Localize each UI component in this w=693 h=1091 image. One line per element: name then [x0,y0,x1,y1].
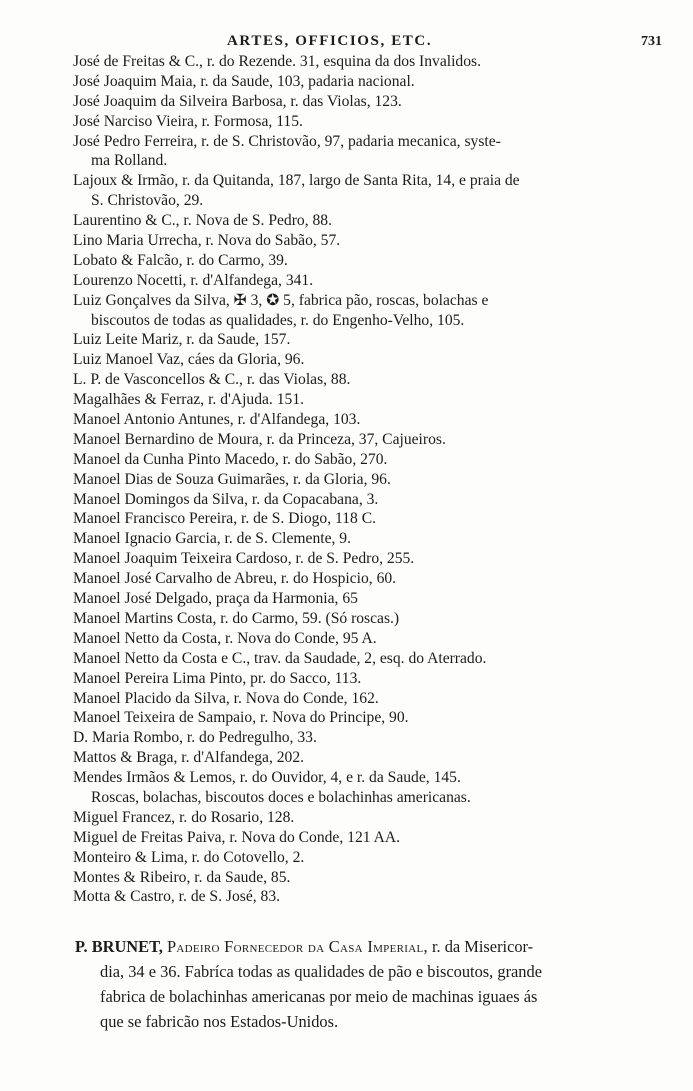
directory-entry [73,271,673,291]
directory-entry [73,370,673,390]
entry-continuation-line: ma Rolland. [91,152,168,170]
directory-entry [73,132,673,172]
directory-entry [73,828,673,848]
entry-line: José de Freitas & C., r. do Rezende. 31, esquina da dos Invalidos. [73,53,481,70]
directory-entry [73,868,673,888]
brunet-advertisement [75,934,675,1034]
directory-entry [73,112,673,132]
directory-entry [73,470,673,490]
entry-line: Montes & Ribeiro, r. da Saude, 85. [73,868,291,886]
entry-line: Monteiro & Lima, r. do Cotovello, 2. [73,848,305,866]
entry-line: Manoel Joaquim Teixeira Cardoso, r. de S. Pedro, 255. [73,550,415,568]
entry-line: Luiz Manoel Vaz, cáes da Gloria, 96. [73,351,305,369]
entry-line: José Pedro Ferreira, r. de S. Christovão, 97, padaria mecanica, syste- [73,132,501,150]
directory-entry [73,808,673,828]
directory-entry [73,410,673,430]
entry-line: Manoel Bernardino de Moura, r. da Princeza, 37, Cajueiros. [73,430,446,448]
running-title: ARTES, OFFICIOS, ETC. [227,33,433,49]
directory-entry [73,211,673,231]
directory-entry [73,509,673,529]
page-number: 731 [641,34,662,49]
entry-line: José Joaquim Maia, r. da Saude, 103, padaria nacional. [73,72,415,90]
brunet-line [75,934,675,959]
entry-line: Manoel Netto da Costa e C., trav. da Saudade, 2, esq. do Aterrado. [73,649,487,667]
entry-line: Manoel José Delgado, praça da Harmonia, 65 [73,590,358,608]
entry-line: Manoel Francisco Pereira, r. de S. Diogo, 118 C. [73,510,377,528]
entry-line: L. P. de Vasconcellos & C., r. das Violas, 88. [73,371,351,389]
directory-entry [73,669,673,689]
brunet-address: r. da Misericor- [431,937,534,956]
directory-entry [73,171,673,211]
directory-entry [73,768,673,808]
directory-entry [73,549,673,569]
directory-entry [73,649,673,669]
brunet-name: P. BRUNET, [75,937,163,956]
directory-entry [73,490,673,510]
directory-entry [73,728,673,748]
entry-continuation-line: biscoutos de todas as qualidades, r. do Engenho-Velho, 105. [91,311,465,329]
entry-line: Lajoux & Irmão, r. da Quitanda, 187, largo de Santa Rita, 14, e praia de [73,172,520,190]
directory-entry [73,390,673,410]
entry-line: Manoel Netto da Costa, r. Nova do Conde, 95 A. [73,629,377,647]
directory-entry [73,848,673,868]
directory-entry [73,529,673,549]
entry-line: José Joaquim da Silveira Barbosa, r. das Violas, 123. [73,92,402,110]
entry-line: Manoel Pereira Lima Pinto, pr. do Sacco, 113. [73,669,362,687]
directory-entry [73,430,673,450]
directory-entry [73,92,673,112]
entry-line: Mattos & Braga, r. d'Alfandega, 202. [73,749,305,767]
entry-line: Magalhães & Ferraz, r. d'Ajuda. 151. [73,391,305,409]
directory-entry [73,748,673,768]
entry-continuation-line: S. Christovão, 29. [91,192,204,210]
entry-line: D. Maria Rombo, r. do Pedregulho, 33. [73,729,317,747]
directory-entry [73,589,673,609]
entry-line: José Narciso Vieira, r. Formosa, 115. [73,112,303,130]
directory-entry [73,629,673,649]
entry-line: Manoel Martins Costa, r. do Carmo, 59. (Só roscas.) [73,609,400,627]
entry-line: Manoel José Carvalho de Abreu, r. do Hospicio, 60. [73,570,397,588]
entry-line: Miguel Francez, r. do Rosario, 128. [73,808,295,826]
directory-entry [73,569,673,589]
entry-line: Lourenzo Nocetti, r. d'Alfandega, 341. [73,271,314,289]
entry-line: Manoel Ignacio Garcia, r. de S. Clemente, 9. [73,530,351,548]
entry-line: Luiz Gonçalves da Silva, ✠ 3, ✪ 5, fabrica pão, roscas, bolachas e [73,291,489,309]
directory-entry [73,72,673,92]
directory-entry [73,450,673,470]
directory-entry [73,251,673,271]
entry-line: Miguel de Freitas Paiva, r. Nova do Conde, 121 AA. [73,828,400,846]
brunet-line: fabrica de bolachinhas americanas por meio de machinas iguaes ás [100,987,538,1006]
entry-line: Manoel Placido da Silva, r. Nova do Conde, 162. [73,689,379,707]
entry-line: Mendes Irmãos & Lemos, r. do Ouvidor, 4, e r. da Saude, 145. [73,769,461,787]
directory-entry [73,52,673,72]
entry-continuation-line: Roscas, bolachas, biscoutos doces e bolachinhas americanas. [91,788,471,806]
entry-line: Manoel Teixeira de Sampaio, r. Nova do Principe, 90. [73,709,409,727]
brunet-line: que se fabricão nos Estados-Unidos. [100,1012,339,1031]
directory-entry [73,291,673,331]
brunet-line: dia, 34 e 36. Fabríca todas as qualidades de pão e biscoutos, grande [100,962,542,981]
entry-line: Laurentino & C., r. Nova de S. Pedro, 88. [73,212,332,230]
entry-line: Lobato & Falcão, r. do Carmo, 39. [73,251,288,269]
directory-entry [73,887,673,907]
entry-line: Manoel Antonio Antunes, r. d'Alfandega, 103. [73,411,361,429]
entry-line: Manoel Dias de Souza Guimarães, r. da Gloria, 96. [73,470,391,488]
brunet-title: Padeiro Fornecedor da Casa Imperial, [167,937,428,956]
entry-line: Motta & Castro, r. de S. José, 83. [73,888,281,906]
entry-line: Lino Maria Urrecha, r. Nova do Sabão, 57. [73,232,341,250]
directory-entry [73,708,673,728]
entry-line: Manoel da Cunha Pinto Macedo, r. do Sabão, 270. [73,450,388,468]
directory-entry [73,330,673,350]
directory-entry [73,689,673,709]
entry-line: Luiz Leite Mariz, r. da Saude, 157. [73,331,291,349]
directory-entry [73,350,673,370]
directory-entry [73,609,673,629]
directory-entries [73,52,673,907]
entry-line: Manoel Domingos da Silva, r. da Copacabana, 3. [73,490,379,508]
directory-entry [73,231,673,251]
